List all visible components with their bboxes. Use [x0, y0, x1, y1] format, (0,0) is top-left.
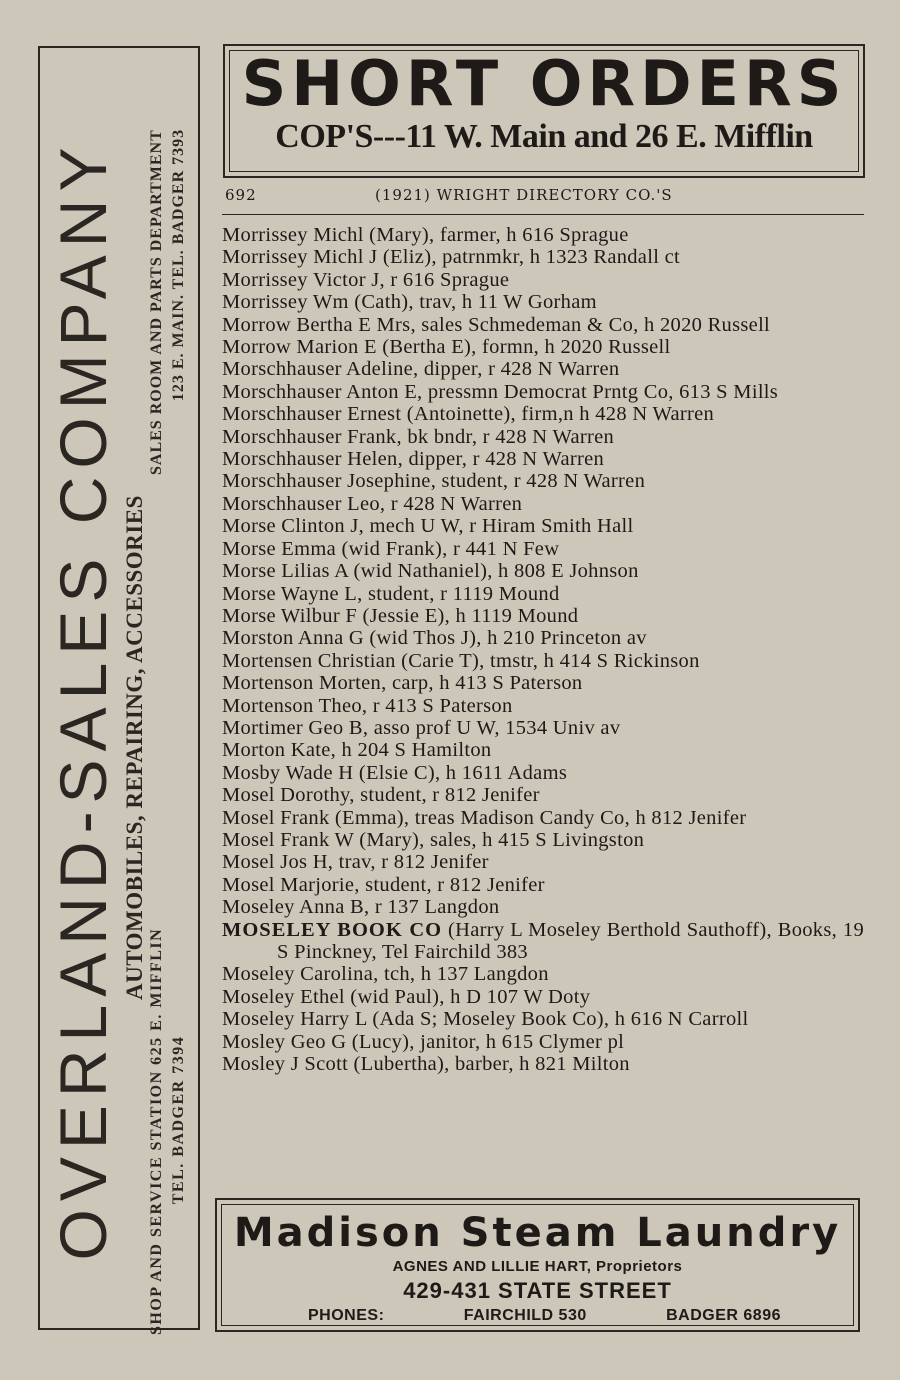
directory-entry: Morse Wayne L, student, r 1119 Mound: [222, 582, 560, 605]
directory-entry-business: [222, 919, 864, 964]
short-orders-ad: [223, 44, 865, 178]
directory-entry: Moseley Ethel (wid Paul), h D 107 W Doty: [222, 985, 591, 1008]
directory-entry: Morschhauser Ernest (Antoinette), firm,n h 428 N Warren: [222, 403, 715, 426]
directory-entries: [222, 224, 864, 1075]
directory-entry: Mosel Dorothy, student, r 812 Jenifer: [222, 784, 540, 807]
phone-fairchild: FAIRCHILD 530: [463, 1307, 587, 1324]
directory-entry: Morschhauser Anton E, pressmn Democrat Prntg Co, 613 S Mills: [222, 380, 779, 403]
page-header: [225, 186, 863, 204]
directory-entry: Mosel Frank (Emma), treas Madison Candy Co, h 812 Jenifer: [222, 806, 747, 829]
directory-entry: Morrissey Wm (Cath), trav, h 11 W Gorham: [222, 291, 597, 314]
overland-sales-info: [146, 55, 190, 475]
directory-entry: Moseley Anna B, r 137 Langdon: [222, 896, 500, 919]
directory-entry: Moseley Carolina, tch, h 137 Langdon: [222, 963, 549, 986]
directory-entry: Mortimer Geo B, asso prof U W, 1534 Univ av: [222, 716, 621, 739]
directory-entry: Morton Kate, h 204 S Hamilton: [222, 739, 492, 762]
laundry-title: Madison Steam Laundry: [233, 1210, 842, 1256]
laundry-proprietors: AGNES AND LILLIE HART, Proprietors: [392, 1258, 683, 1275]
directory-entry: Mosley Geo G (Lucy), janitor, h 615 Clymer pl: [222, 1030, 625, 1053]
directory-entry: Morrissey Michl J (Eliz), patrnmkr, h 1323 Randall ct: [222, 246, 681, 269]
directory-entry: Morston Anna G (wid Thos J), h 210 Princeton av: [222, 627, 647, 650]
directory-entry: Mosley J Scott (Lubertha), barber, h 821 Milton: [222, 1053, 630, 1076]
overland-sales-line2: 123 E. MAIN. TEL. BADGER 7393: [170, 128, 187, 402]
overland-shop-line2: TEL. BADGER 7394: [170, 1035, 187, 1205]
directory-entry: Morschhauser Frank, bk bndr, r 428 N Warren: [222, 425, 615, 448]
directory-entry: Mosel Marjorie, student, r 812 Jenifer: [222, 873, 545, 896]
directory-entry: Mosel Frank W (Mary), sales, h 415 S Livingston: [222, 828, 645, 851]
directory-title: (1921) WRIGHT DIRECTORY CO.'S: [375, 186, 673, 204]
directory-entry: Morrow Marion E (Bertha E), formn, h 2020 Russell: [222, 336, 671, 359]
overland-shop-info: [146, 905, 190, 1335]
directory-entry: Mosel Jos H, trav, r 812 Jenifer: [222, 851, 489, 874]
directory-entry: Mortenson Theo, r 413 S Paterson: [222, 694, 513, 717]
business-details: (Harry L Moseley Berthold Sauthoff), Books, 19 S Pinckney, Tel Fairchild 383: [277, 918, 864, 963]
business-name: MOSELEY BOOK CO: [222, 918, 443, 941]
short-orders-subtitle: COP'S---11 W. Main and 26 E. Mifflin: [275, 118, 813, 155]
directory-entry: Morrow Bertha E Mrs, sales Schmedeman & Co, h 2020 Russell: [222, 313, 771, 336]
directory-entry: Mosby Wade H (Elsie C), h 1611 Adams: [222, 761, 568, 784]
directory-entry: Morschhauser Helen, dipper, r 428 N Warren: [222, 448, 605, 471]
directory-entry: Mortensen Christian (Carie T), tmstr, h 414 S Rickinson: [222, 649, 700, 672]
directory-entry: Mortenson Morten, carp, h 413 S Paterson: [222, 672, 583, 695]
madison-laundry-ad-inner: [221, 1204, 854, 1326]
directory-entry: Moseley Harry L (Ada S; Moseley Book Co), h 616 N Carroll: [222, 1008, 749, 1031]
directory-entry: Morse Clinton J, mech U W, r Hiram Smith Hall: [222, 515, 634, 538]
overland-services: AUTOMOBILES, REPAIRING, ACCESSORIES: [122, 495, 147, 1000]
overland-sales-line1: SALES ROOM AND PARTS DEPARTMENT: [148, 129, 165, 475]
phones-label: PHONES:: [308, 1307, 385, 1324]
directory-entry: Morschhauser Josephine, student, r 428 N Warren: [222, 470, 646, 493]
laundry-street: 429-431 STATE STREET: [403, 1278, 672, 1303]
directory-entry: Morse Lilias A (wid Nathaniel), h 808 E Johnson: [222, 560, 639, 583]
laundry-phones: [222, 1305, 853, 1327]
directory-entry: Morse Wilbur F (Jessie E), h 1119 Mound: [222, 604, 579, 627]
header-rule: [222, 214, 864, 215]
madison-laundry-ad: [215, 1198, 860, 1332]
overland-shop-line1: SHOP AND SERVICE STATION 625 E. MIFFLIN: [148, 927, 165, 1335]
directory-entry: Morse Emma (wid Frank), r 441 N Few: [222, 537, 560, 560]
short-orders-title: SHORT ORDERS: [241, 47, 847, 120]
directory-entry: Morschhauser Leo, r 428 N Warren: [222, 492, 523, 515]
overland-company-name: OVERLAND-SALES COMPANY: [46, 139, 120, 1261]
directory-entry: Morschhauser Adeline, dipper, r 428 N Warren: [222, 358, 620, 381]
short-orders-ad-inner: [229, 47, 859, 172]
page-number: 692: [225, 186, 257, 204]
directory-entry: Morrissey Victor J, r 616 Sprague: [222, 268, 510, 291]
phone-badger: BADGER 6896: [666, 1307, 781, 1324]
directory-entry: Morrissey Michl (Mary), farmer, h 616 Sprague: [222, 224, 629, 246]
